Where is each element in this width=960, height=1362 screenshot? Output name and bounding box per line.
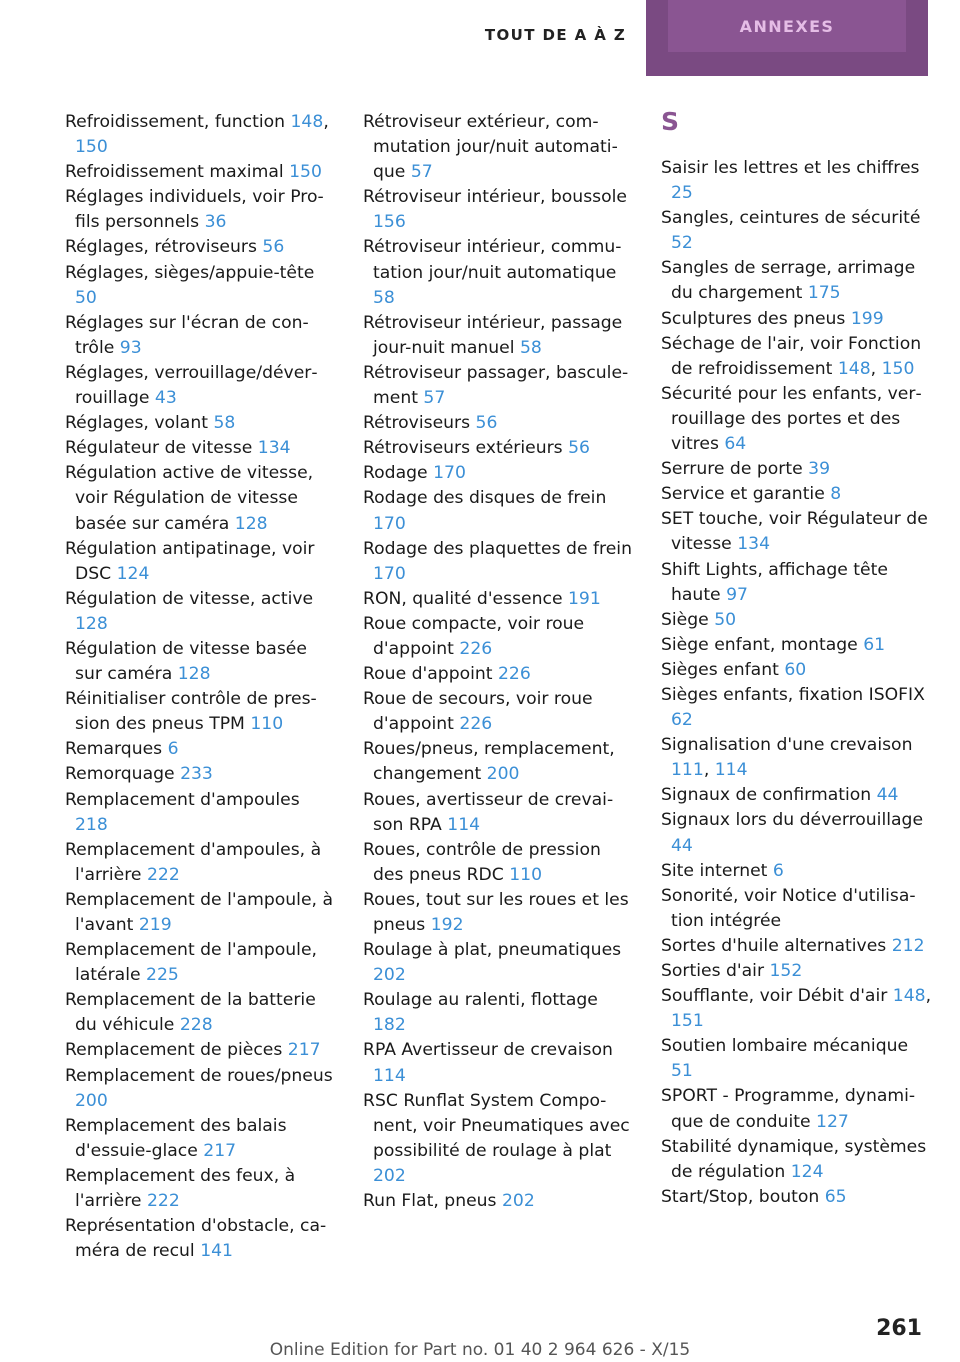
index-entry: [363, 1089, 635, 1189]
page-reference-link[interactable]: 62: [671, 710, 693, 731]
index-entry-text: Roue d'appoint: [363, 664, 493, 685]
page-reference-link[interactable]: 128: [177, 664, 211, 685]
page-reference-link[interactable]: 36: [204, 212, 227, 233]
index-entry-text: Remplacement des balais d'essuie-glace: [65, 1115, 287, 1161]
index-entry-text: Signaux lors du déverrouillage: [661, 810, 924, 831]
page-reference-link[interactable]: 44: [671, 835, 693, 856]
index-entry: [363, 311, 635, 361]
index-entry: [65, 436, 337, 461]
chapter-tab-label: ANNEXES: [668, 0, 906, 52]
index-entry-text: Réglages, verrouillage/déverrouillage: [65, 362, 318, 409]
index-entry-text: Régulateur de vitesse: [65, 438, 253, 459]
index-entry-text: Réglages individuels, voir Profils personnels: [65, 187, 324, 233]
index-entry: [363, 938, 635, 988]
index-entry: Séchage de l'air, voir Fonction de refroidissement 148, 150: [661, 333, 922, 379]
index-entry: [363, 587, 635, 612]
index-entry: [661, 683, 933, 733]
page-reference-link[interactable]: 170: [433, 463, 466, 484]
page-reference-link[interactable]: 56: [475, 413, 498, 434]
index-entry: [661, 633, 933, 658]
index-entry-text: Réglages sur l'écran de contrôle: [65, 312, 309, 358]
index-entry-text: Remplacement de roues/pneus: [65, 1065, 333, 1086]
page-reference-link[interactable]: 200: [75, 1090, 108, 1111]
index-entry: [661, 934, 933, 959]
index-entry: [65, 411, 337, 436]
index-entry: [65, 361, 337, 411]
page-reference-link[interactable]: 114: [373, 1065, 406, 1086]
page-reference-link[interactable]: 150: [75, 137, 108, 158]
page-reference-link[interactable]: 222: [146, 1191, 180, 1212]
page-reference-link[interactable]: 56: [262, 237, 285, 258]
index-entry-text: Roulage à plat, pneumatiques: [363, 940, 622, 961]
page-reference-link[interactable]: 217: [287, 1040, 321, 1061]
index-entry: [65, 788, 337, 838]
index-entry: [363, 788, 635, 838]
index-entry-text: RSC Runflat System Component, voir Pneumatiques avec possibilité de roulage à plat: [363, 1090, 630, 1161]
index-entry-text: Réglages, rétroviseurs: [65, 237, 257, 258]
index-entry-text: RON, qualité d'essence: [363, 588, 563, 609]
index-entry: [65, 185, 337, 235]
index-entry: [363, 1189, 635, 1214]
page-reference-link[interactable]: 93: [119, 337, 142, 358]
index-entry-text: Réglages, volant: [65, 413, 208, 434]
index-entry: [65, 537, 337, 587]
index-entry-text: Roulage au ralenti, flottage: [363, 990, 598, 1011]
index-entry-text: Rétroviseur passager, basculement: [363, 362, 629, 409]
page-number: 261: [876, 1316, 922, 1341]
index-entry-text: Réinitialiser contrôle de pression des pneus TPM: [65, 689, 317, 735]
page-reference-link[interactable]: 43: [154, 388, 177, 409]
page-reference-link[interactable]: 200: [486, 764, 520, 785]
page-header: [0, 0, 960, 76]
index-entry-text: Remplacement d'ampoules: [65, 789, 300, 810]
index-entry-text: Représentation d'obstacle, caméra de recul: [65, 1216, 327, 1262]
index-entry-text: Rétroviseurs: [363, 413, 471, 434]
index-entry: [363, 988, 635, 1038]
index-entry: [661, 382, 933, 457]
page-reference-link[interactable]: 202: [373, 1165, 406, 1186]
index-entry: [661, 808, 933, 858]
page-reference-link[interactable]: 218: [75, 814, 108, 835]
index-entry: [661, 1084, 933, 1134]
page-reference-link[interactable]: 58: [373, 287, 395, 308]
index-entry-text: Rétroviseur intérieur, boussole: [363, 187, 627, 208]
index-entry-text: Rétroviseur intérieur, commutation jour/nuit automatique: [363, 237, 622, 283]
index-entry: [65, 160, 337, 185]
index-entry-text: Refroidissement, function: [65, 112, 286, 132]
index-entry: [65, 235, 337, 260]
page-reference-link[interactable]: 64: [724, 434, 747, 455]
page-reference-link[interactable]: 170: [373, 563, 406, 584]
page-reference-link[interactable]: 58: [213, 413, 236, 434]
page-reference-link[interactable]: 202: [501, 1191, 535, 1212]
index-entry: [363, 361, 635, 411]
page-reference-link[interactable]: 226: [459, 638, 493, 659]
page-reference-link[interactable]: 156: [373, 212, 406, 233]
index-entry: [363, 1038, 635, 1088]
index-entry: [363, 411, 635, 436]
index-entry: [65, 687, 337, 737]
index-entry-text: Rétroviseurs extérieurs: [363, 438, 563, 459]
index-entry: [363, 436, 635, 461]
index-entry-text: Site internet: [661, 860, 768, 881]
index-entry-text: Remplacement de la batterie du véhicule: [65, 990, 316, 1036]
page-reference-link[interactable]: 152: [769, 961, 803, 981]
index-entry: [65, 988, 337, 1038]
page-reference-link[interactable]: 25: [671, 183, 693, 204]
index-entry-text: Séchage de l'air, voir Fonction de refroidissement: [661, 333, 922, 379]
page-reference-link[interactable]: 124: [116, 563, 150, 584]
index-entry: [661, 507, 933, 557]
index-entry-text: Rétroviseur intérieur, passage jour-nuit manuel: [363, 312, 623, 358]
index-entry-text: Siège: [661, 609, 709, 630]
page-reference-link[interactable]: 58: [520, 337, 542, 358]
index-entry-text: Sécurité pour les enfants, verrouillage des portes et des vitres: [661, 383, 922, 455]
page-reference-link[interactable]: 202: [373, 965, 406, 986]
page-reference-link[interactable]: 134: [737, 534, 771, 555]
index-entry: [363, 537, 635, 587]
index-entry-text: Soufflante, voir Débit d'air: [661, 986, 888, 1007]
index-entry-text: Shift Lights, affichage tête haute: [661, 559, 888, 605]
page-reference-link[interactable]: 61: [863, 634, 886, 655]
index-entry: [363, 612, 635, 662]
page-reference-link[interactable]: 151: [671, 1011, 704, 1032]
index-entry-text: RPA Avertisseur de crevaison: [363, 1040, 613, 1061]
index-entry-text: Sculptures des pneus: [661, 308, 846, 329]
index-entry-text: Remorquage: [65, 764, 175, 785]
index-entry: [65, 587, 337, 637]
index-entry: Refroidissement, function 148, 150: [65, 112, 329, 158]
page-reference-link[interactable]: 50: [75, 287, 97, 308]
chapter-tab: [646, 0, 928, 76]
index-entry-text: Signalisation d'une crevaison: [661, 735, 913, 756]
page-reference-link[interactable]: 44: [876, 785, 899, 806]
index-entry-text: Roues, avertisseur de crevaison RPA: [363, 789, 614, 835]
page-reference-link[interactable]: 97: [726, 584, 748, 605]
index-entry: [661, 482, 933, 507]
page-reference-link[interactable]: 52: [671, 233, 693, 254]
edition-footer: Online Edition for Part no. 01 40 2 964 626 - X/15: [269, 1340, 691, 1360]
index-entry: [661, 558, 933, 608]
index-entry-text: Remplacement de pièces: [65, 1040, 283, 1061]
index-entry: [363, 185, 635, 235]
index-column-3: [661, 104, 933, 1210]
index-entry: [65, 737, 337, 762]
index-entry-text: Régulation active de vitesse, voir Régulation de vitesse basée sur caméra: [65, 463, 314, 534]
index-entry-text: Start/Stop, bouton: [661, 1186, 820, 1207]
page-reference-link[interactable]: 39: [808, 459, 831, 480]
index-entry: [661, 658, 933, 683]
page-reference-link[interactable]: 148: [837, 358, 871, 379]
page-reference-link[interactable]: 191: [568, 588, 601, 609]
page-reference-link[interactable]: 51: [671, 1061, 693, 1082]
index-entry: [65, 1114, 337, 1164]
page-reference-link[interactable]: 217: [203, 1140, 237, 1161]
index-entry: [661, 608, 933, 633]
page-reference-link[interactable]: 56: [568, 438, 590, 459]
index-entry: [363, 110, 635, 185]
index-entry-text: Sonorité, voir Notice d'utilisation intégrée: [661, 885, 916, 931]
index-entry: [65, 1214, 337, 1264]
page-reference-link[interactable]: 114: [447, 814, 481, 835]
page-reference-link[interactable]: 6: [167, 739, 179, 760]
page-reference-link[interactable]: 65: [824, 1186, 847, 1207]
page-reference-link[interactable]: 199: [850, 308, 884, 329]
index-entry-text: Sièges enfant: [661, 659, 779, 680]
index-entry-text: Régulation de vitesse, active: [65, 588, 314, 609]
index-entry-text: Siège enfant, montage: [661, 634, 858, 655]
index-entry: [661, 959, 933, 984]
index-entry: [65, 1164, 337, 1214]
index-entry-text: Sangles de serrage, arrimage du chargement: [661, 258, 916, 304]
index-entry: [65, 461, 337, 536]
page-reference-link[interactable]: 57: [423, 388, 446, 409]
page-reference-link[interactable]: 182: [373, 1015, 406, 1036]
page-reference-link[interactable]: 128: [234, 513, 268, 534]
index-entry: [661, 307, 933, 332]
index-entry: [661, 156, 933, 206]
index-entry-text: Régulation antipatinage, voir DSC: [65, 538, 315, 584]
index-entry-text: SPORT - Programme, dynamique de conduite: [661, 1086, 916, 1132]
index-entry: [661, 457, 933, 482]
page-reference-link[interactable]: 226: [459, 714, 493, 735]
index-entry: [65, 938, 337, 988]
index-entry-text: Sorties d'air: [661, 961, 765, 981]
page-reference-link[interactable]: 219: [138, 915, 172, 935]
index-entry: Signalisation d'une crevaison 111, 114: [661, 735, 913, 781]
index-entry-text: Saisir les lettres et les chiffres: [661, 158, 920, 178]
index-entry-text: Régulation de vitesse basée sur caméra: [65, 638, 307, 685]
page-reference-link[interactable]: 110: [509, 864, 543, 885]
index-entry: [363, 838, 635, 888]
page-reference-link[interactable]: 192: [430, 915, 464, 935]
page-reference-link[interactable]: 148: [290, 112, 324, 132]
index-entry-text: Service et garantie: [661, 484, 825, 505]
index-entry-text: Réglages, sièges/appuie-tête: [65, 262, 315, 283]
index-entry: [65, 1064, 337, 1114]
index-entry: [65, 838, 337, 888]
page-reference-link[interactable]: 222: [146, 864, 180, 885]
index-entry: [363, 888, 635, 938]
index-entry-text: Rodage des plaquettes de frein: [363, 538, 632, 559]
index-entry-text: Sièges enfants, fixation ISOFIX: [661, 684, 925, 705]
page-reference-link[interactable]: 175: [807, 283, 841, 304]
index-entry: [65, 261, 337, 311]
index-entry-text: Remplacement de l'ampoule, à l'avant: [65, 889, 333, 935]
page-reference-link[interactable]: 50: [714, 609, 737, 630]
page-reference-link[interactable]: 111: [671, 760, 704, 781]
index-entry-text: Soutien lombaire mécanique: [661, 1036, 909, 1057]
index-entry-text: Sortes d'huile alternatives: [661, 935, 887, 956]
page-reference-link[interactable]: 226: [498, 664, 531, 685]
index-entry-text: Remplacement d'ampoules, à l'arrière: [65, 839, 322, 885]
index-entry: [363, 687, 635, 737]
index-entry-text: Roues/pneus, remplacement, changement: [363, 739, 615, 785]
index-entry-text: Rodage: [363, 463, 428, 484]
index-entry-text: Remplacement de l'ampoule, latérale: [65, 940, 317, 986]
page-reference-link[interactable]: 124: [790, 1161, 824, 1182]
index-entry-text: Run Flat, pneus: [363, 1191, 497, 1212]
page-reference-link[interactable]: 233: [180, 764, 213, 785]
page-reference-link[interactable]: 134: [257, 438, 291, 459]
page-reference-link[interactable]: 212: [891, 935, 925, 956]
index-entry-text: Roue compacte, voir roue d'appoint: [363, 613, 585, 659]
page-reference-link[interactable]: 228: [179, 1015, 213, 1036]
section-title: TOUT DE A À Z: [484, 26, 627, 44]
index-entry-text: Rodage des disques de frein: [363, 488, 607, 509]
index-entry: [65, 888, 337, 938]
page-reference-link[interactable]: 6: [772, 860, 784, 881]
page-reference-link[interactable]: 57: [410, 162, 433, 183]
index-entry: [661, 1135, 933, 1185]
index-entry: [363, 662, 635, 687]
index-entry: [65, 762, 337, 787]
index-entry: [363, 235, 635, 310]
index-entry-text: SET touche, voir Régulateur de vitesse: [661, 509, 928, 555]
index-entry-text: Stabilité dynamique, systèmes de régulation: [661, 1136, 927, 1182]
index-entry: [661, 206, 933, 256]
index-entry-text: Rétroviseur extérieur, commutation jour/nuit automatique: [363, 112, 618, 183]
index-entry: [661, 1034, 933, 1084]
index-entry: [65, 311, 337, 361]
index-entry-text: Sangles, ceintures de sécurité: [661, 208, 921, 229]
page-reference-link[interactable]: 60: [784, 659, 807, 680]
index-entry: [661, 859, 933, 884]
index-column-2: [363, 110, 635, 1214]
page-reference-link[interactable]: 114: [714, 760, 748, 781]
index-entry: [661, 256, 933, 306]
index-entry-text: Serrure de porte: [661, 459, 803, 480]
page-reference-link[interactable]: 148: [892, 986, 926, 1007]
index-entry-text: Signaux de confirmation: [661, 785, 872, 806]
page-reference-link[interactable]: 150: [289, 162, 322, 183]
index-entry: [661, 783, 933, 808]
index-entry-text: Refroidissement maximal: [65, 162, 284, 183]
page-reference-link[interactable]: 141: [200, 1241, 233, 1262]
index-entry: [65, 1038, 337, 1063]
index-entry: [363, 737, 635, 787]
page-reference-link[interactable]: 110: [250, 714, 284, 735]
index-entry-text: Remarques: [65, 739, 163, 760]
page-reference-link[interactable]: 170: [373, 513, 406, 534]
index-entry-text: Roues, tout sur les roues et les pneus: [363, 889, 629, 935]
index-entry-text: Roues, contrôle de pression des pneus RDC: [363, 839, 601, 885]
page-reference-link[interactable]: 225: [146, 965, 179, 986]
index-entry-text: Remplacement des feux, à l'arrière: [65, 1165, 296, 1212]
index-entry: [661, 884, 933, 934]
page-reference-link[interactable]: 128: [75, 613, 108, 634]
index-entry: [661, 1185, 933, 1210]
index-entry-text: Roue de secours, voir roue d'appoint: [363, 689, 593, 735]
index-letter-heading: S: [661, 107, 680, 136]
index-entry: [363, 461, 635, 486]
index-column-1: [65, 110, 337, 1264]
page-reference-link[interactable]: 8: [830, 484, 842, 505]
index-entry: [363, 486, 635, 536]
page-reference-link[interactable]: 150: [881, 358, 915, 379]
index-entry: [65, 637, 337, 687]
page-reference-link[interactable]: 127: [816, 1111, 849, 1132]
index-entry: Soufflante, voir Débit d'air 148, 151: [661, 986, 932, 1032]
